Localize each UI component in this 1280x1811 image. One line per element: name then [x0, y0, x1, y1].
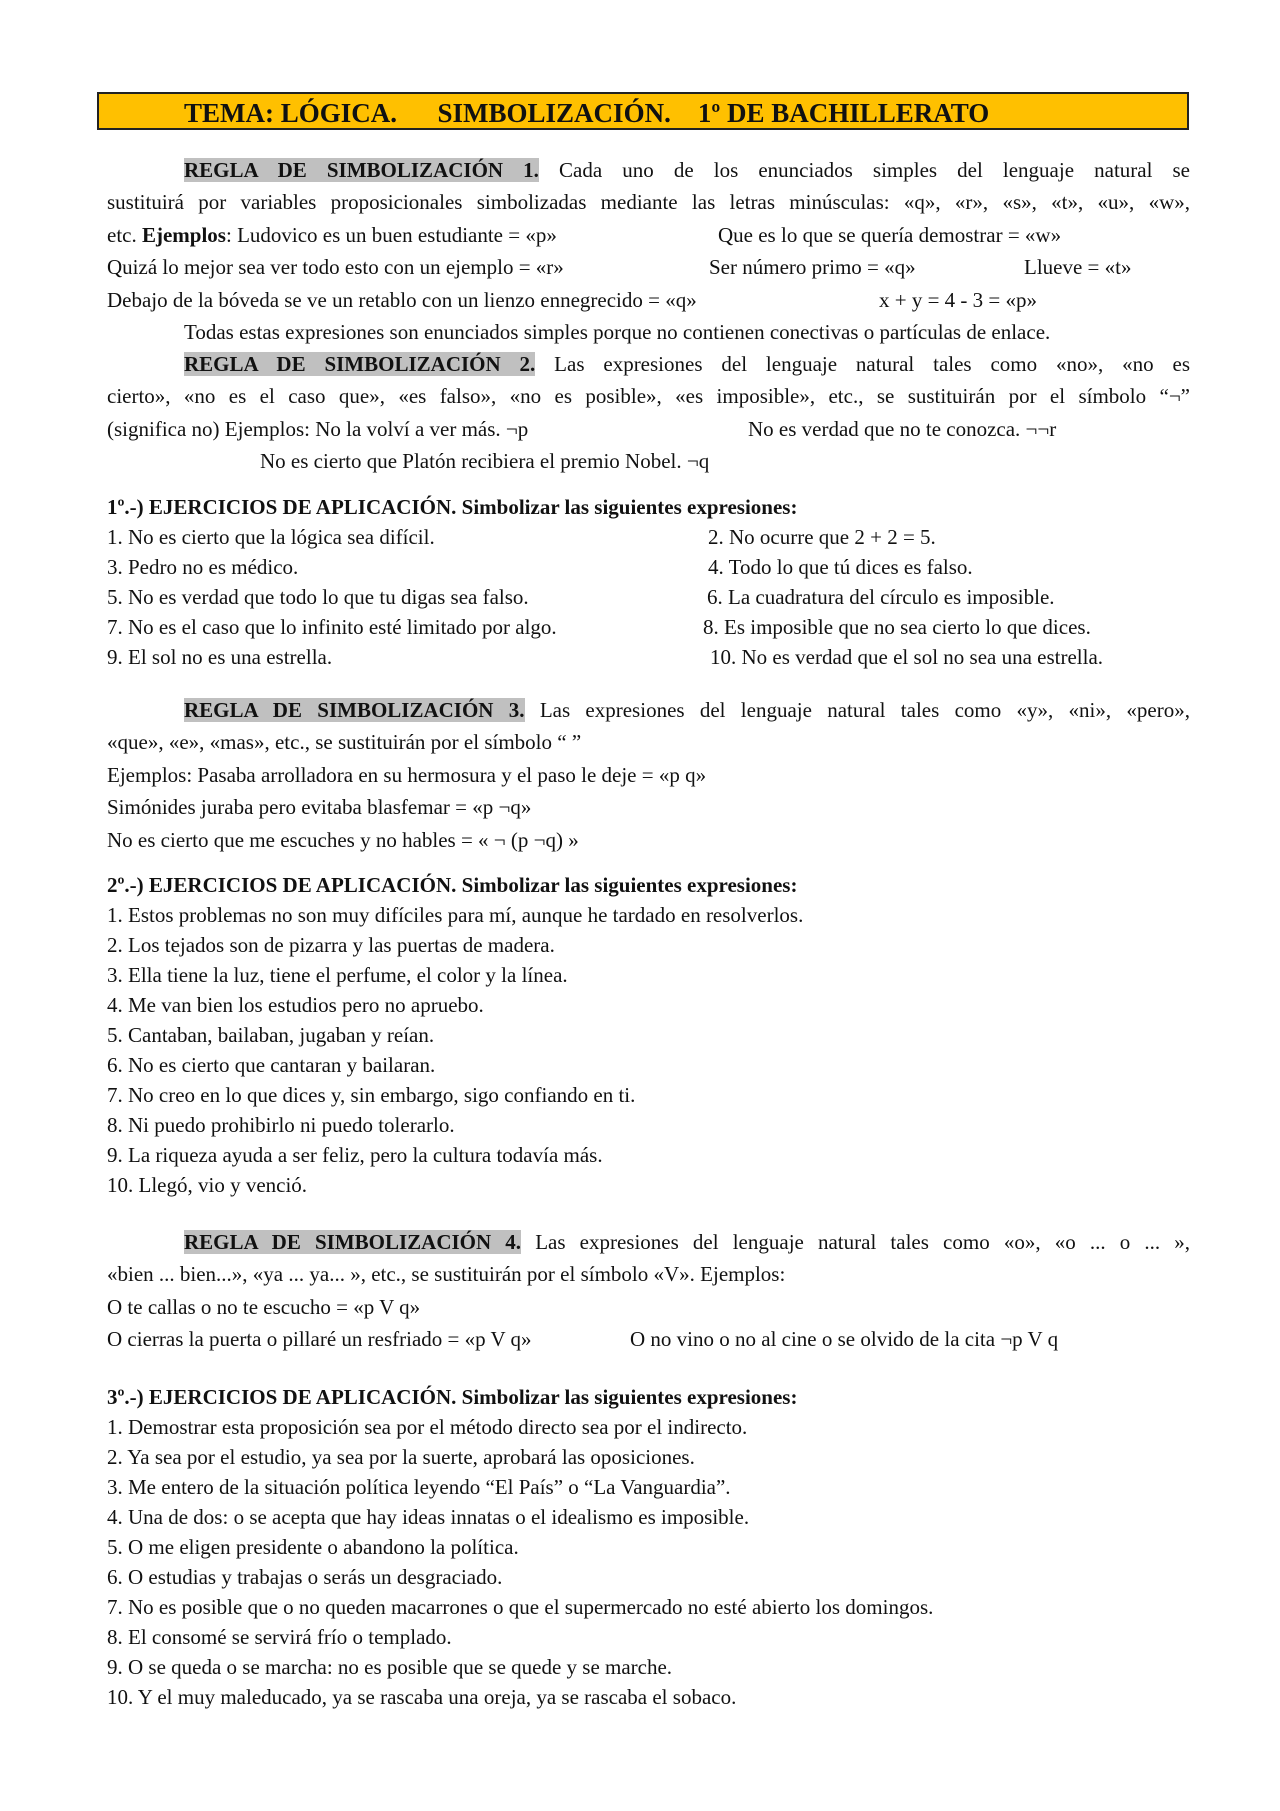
regla-4-heading: REGLA DE SIMBOLIZACIÓN 4. [184, 1230, 522, 1254]
ejercicios-1-heading: 1º.-) EJERCICIOS DE APLICACIÓN. Simbolizar las siguientes expresiones: [107, 495, 798, 519]
ejercicios-2-section [107, 870, 1190, 1200]
regla-2-line-3 [107, 413, 1190, 445]
regla-4-line-1 [107, 1226, 1190, 1258]
exercise-item: 8. El consomé se servirá frío o templado. [107, 1625, 452, 1649]
regla-2-example-2: No es verdad que no te conozca. ¬¬r [748, 416, 1057, 441]
regla-2-heading: REGLA DE SIMBOLIZACIÓN 2. [184, 352, 536, 376]
exercise-item: 8. Es imposible que no sea cierto lo que dices. [703, 615, 1091, 639]
regla-1-example-1: : Ludovico es un buen estudiante = «p» [225, 222, 557, 247]
exercise-item: 6. No es cierto que cantaran y bailaran. [107, 1053, 436, 1077]
ejemplos-label: Ejemplos [141, 222, 226, 247]
title-tema: TEMA: LÓGICA. [184, 98, 398, 128]
exercise-item: 4. Me van bien los estudios pero no apruebo. [107, 993, 484, 1017]
exercise-item: 3. Pedro no es médico. [107, 555, 299, 579]
ejercicios-1-row [107, 552, 1190, 582]
regla-4-line-4 [107, 1323, 1190, 1355]
regla-2-example-3: No es cierto que Platón recibiera el premio Nobel. ¬q [260, 449, 710, 474]
regla-1-line-1 [107, 154, 1190, 186]
regla-3-example-3: No es cierto que me escuches y no hables = « ¬ (p ¬q) » [107, 827, 579, 852]
exercise-item: 6. O estudias y trabajas o serás un desgraciado. [107, 1565, 503, 1589]
regla-4-text: Las expresiones del lenguaje natural tales como «o», «o ... o ... », [535, 1230, 1191, 1254]
regla-1-etc: etc. [107, 222, 137, 247]
exercise-item: 1. Demostrar esta proposición sea por el método directo sea por el indirecto. [107, 1415, 748, 1439]
regla-1-heading: REGLA DE SIMBOLIZACIÓN 1. [184, 158, 539, 182]
exercise-item: 10. Llegó, vio y venció. [107, 1173, 308, 1197]
regla-1-note: Todas estas expresiones son enunciados simples porque no contienen conectivas o partículas de enlace. [184, 319, 1051, 344]
regla-3-example-1: Ejemplos: Pasaba arrolladora en su hermosura y el paso le deje = «p q» [107, 762, 707, 787]
title-curso: 1º DE BACHILLERATO [697, 98, 990, 128]
title-simbolizacion: SIMBOLIZACIÓN. [437, 98, 671, 128]
regla-4-line-2: «bien ... bien...», «ya ... ya... », etc., se sustituirán por el símbolo «V». Ejemplos: [107, 1262, 786, 1287]
regla-4-example-2: O cierras la puerta o pillaré un resfriado = «p V q» [107, 1327, 532, 1352]
ejercicios-2-heading: 2º.-) EJERCICIOS DE APLICACIÓN. Simbolizar las siguientes expresiones: [107, 873, 798, 897]
exercise-item: 9. El sol no es una estrella. [107, 645, 333, 669]
regla-3-example-2: Simónides juraba pero evitaba blasfemar = «p ¬q» [107, 795, 532, 820]
regla-3-line-1 [107, 694, 1190, 726]
ejercicios-1-row [107, 612, 1190, 642]
regla-1-example-7: x + y = 4 - 3 = «p» [879, 287, 1038, 312]
regla-3-heading: REGLA DE SIMBOLIZACIÓN 3. [184, 698, 525, 722]
exercise-item: 2. Los tejados son de pizarra y las puertas de madera. [107, 933, 555, 957]
exercise-item: 2. Ya sea por el estudio, ya sea por la suerte, aprobará las oposiciones. [107, 1445, 695, 1469]
regla-1-example-3: Quizá lo mejor sea ver todo esto con un ejemplo = «r» [107, 255, 564, 280]
exercise-item: 5. O me eligen presidente o abandono la política. [107, 1535, 519, 1559]
regla-1-line-3 [107, 219, 1190, 251]
exercise-item: 7. No es el caso que lo infinito esté limitado por algo. [107, 615, 557, 639]
regla-4-section [107, 1226, 1190, 1356]
exercise-item: 5. Cantaban, bailaban, jugaban y reían. [107, 1023, 435, 1047]
regla-2-section [107, 348, 1190, 478]
regla-1-line-4 [107, 251, 1190, 283]
regla-1-line-2: sustituirá por variables proposicionales simbolizadas mediante las letras minúsculas: «q», «r», «s», «t», «u», «w», [107, 190, 1190, 215]
regla-3-text: Las expresiones del lenguaje natural tales como «y», «ni», «pero», [539, 698, 1190, 722]
exercise-item: 4. Todo lo que tú dices es falso. [708, 555, 973, 579]
ejercicios-3-section [107, 1382, 1190, 1712]
regla-1-text: Cada uno de los enunciados simples del lenguaje natural se [559, 158, 1191, 182]
regla-3-section [107, 694, 1190, 856]
exercise-item: 10. Y el muy maleducado, ya se rascaba una oreja, ya se rascaba el sobaco. [107, 1685, 737, 1709]
exercise-item: 3. Ella tiene la luz, tiene el perfume, el color y la línea. [107, 963, 568, 987]
regla-4-example-1: O te callas o no te escucho = «p V q» [107, 1294, 421, 1319]
regla-1-example-2: Que es lo que se quería demostrar = «w» [718, 222, 1062, 247]
regla-3-line-2: «que», «e», «mas», etc., se sustituirán por el símbolo “ ” [107, 730, 582, 755]
exercise-item: 9. La riqueza ayuda a ser feliz, pero la cultura todavía más. [107, 1143, 603, 1167]
ejercicios-1-row [107, 582, 1190, 612]
title-bar [97, 92, 1189, 130]
ejercicios-1-row [107, 642, 1190, 672]
regla-2-line-2: cierto», «no es el caso que», «es falso», «no es posible», «es imposible», etc., se sustituirán por el símbolo “¬” [107, 384, 1190, 409]
exercise-item: 6. La cuadratura del círculo es imposible. [707, 585, 1055, 609]
ejercicios-3-list [107, 1412, 1190, 1712]
exercise-item: 5. No es verdad que todo lo que tu digas sea falso. [107, 585, 529, 609]
exercise-item: 4. Una de dos: o se acepta que hay ideas innatas o el idealismo es imposible. [107, 1505, 750, 1529]
regla-1-example-5: Llueve = «t» [1024, 255, 1132, 280]
exercise-item: 7. No es posible que o no queden macarrones o que el supermercado no esté abierto los domingos. [107, 1595, 934, 1619]
ejercicios-3-heading: 3º.-) EJERCICIOS DE APLICACIÓN. Simbolizar las siguientes expresiones: [107, 1385, 798, 1409]
regla-1-example-6: Debajo de la bóveda se ve un retablo con un lienzo ennegrecido = «q» [107, 287, 697, 312]
ejercicios-1-section [107, 492, 1190, 672]
exercise-item: 9. O se queda o se marcha: no es posible que se quede y se marche. [107, 1655, 673, 1679]
exercise-item: 10. No es verdad que el sol no sea una estrella. [710, 645, 1104, 669]
exercise-item: 3. Me entero de la situación política leyendo “El País” o “La Vanguardia”. [107, 1475, 731, 1499]
exercise-item: 1. No es cierto que la lógica sea difícil. [107, 525, 435, 549]
exercise-item: 8. Ni puedo prohibirlo ni puedo tolerarlo. [107, 1113, 455, 1137]
page-title [184, 96, 989, 130]
regla-1-example-4: Ser número primo = «q» [709, 255, 916, 280]
ejercicios-1-row [107, 522, 1190, 552]
ejercicios-2-list [107, 900, 1190, 1200]
regla-2-line-1 [107, 348, 1190, 380]
regla-1-section [107, 154, 1190, 348]
regla-4-example-3: O no vino o no al cine o se olvido de la cita ¬p V q [630, 1327, 1059, 1352]
exercise-item: 2. No ocurre que 2 + 2 = 5. [708, 525, 936, 549]
exercise-item: 1. Estos problemas no son muy difíciles para mí, aunque he tardado en resolverlos. [107, 903, 804, 927]
regla-2-example-1: (significa no) Ejemplos: No la volví a ver más. ¬p [107, 416, 529, 441]
exercise-item: 7. No creo en lo que dices y, sin embargo, sigo confiando en ti. [107, 1083, 636, 1107]
regla-2-text: Las expresiones del lenguaje natural tales como «no», «no es [554, 352, 1190, 376]
regla-1-line-5 [107, 284, 1190, 316]
